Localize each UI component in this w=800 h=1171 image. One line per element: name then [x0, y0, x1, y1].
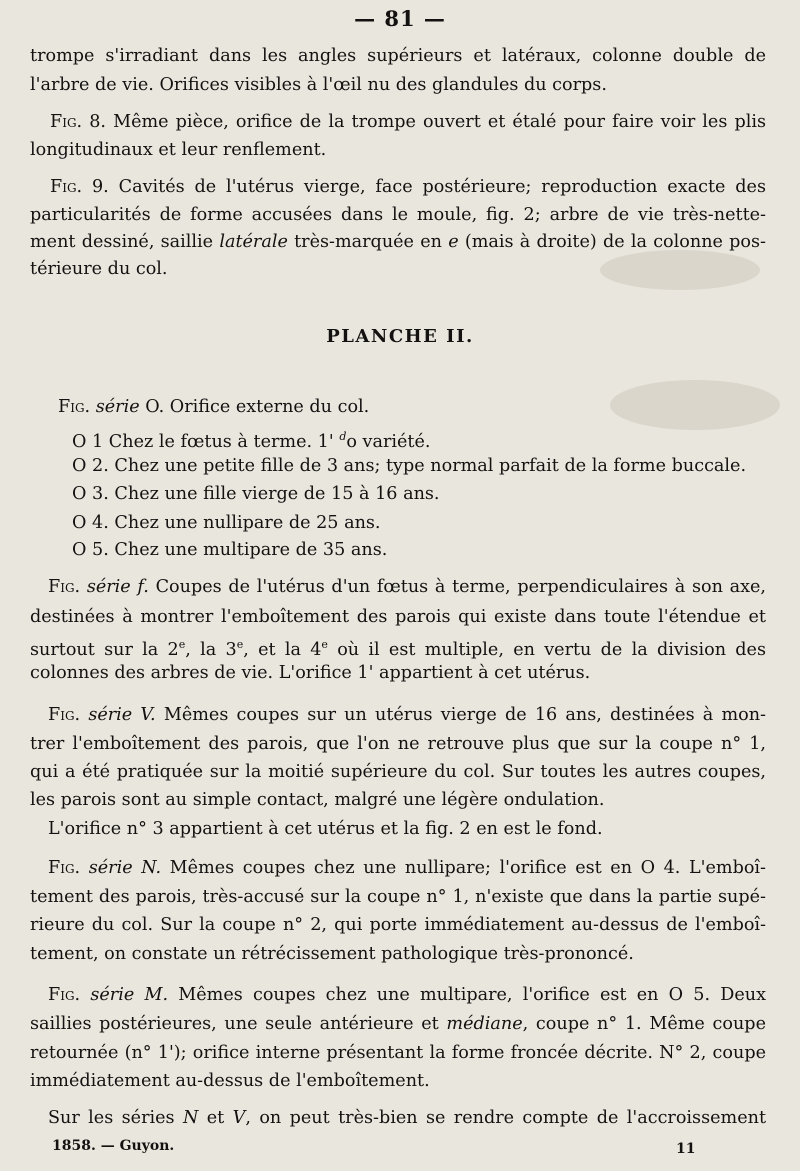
footer-signature: 1858. — Guyon. [52, 1138, 175, 1154]
fig8-text: 8. Même pièce, orifice de la trompe ouvert et étalé pour faire voir les plis [82, 112, 766, 132]
serie-word: série [86, 577, 131, 597]
superscript: d [339, 430, 347, 443]
serie-word: série [95, 397, 140, 417]
text-span: , et la 4 [243, 639, 322, 660]
text-line [30, 231, 766, 253]
text-line: tement, on constate un rétrécissement pathologique très-prononcé. [30, 944, 634, 964]
serie-word: série [88, 858, 133, 878]
superscript: e [236, 638, 244, 651]
text-line: qui a été pratiquée sur la moitié supérieure du col. Sur toutes les autres coupes, [30, 762, 766, 782]
text-span: , la 3 [185, 639, 237, 660]
superscript: e [321, 638, 328, 651]
serie-f-line [48, 576, 766, 598]
text-span: , on peut très-bien se rendre compte de l'accroissement [245, 1108, 767, 1128]
text-line: particularités de forme accusées dans le moule, fig. 2; arbre de vie très-nette- [30, 205, 766, 225]
fig-label: Fig. [50, 112, 83, 132]
text-span: surtout sur la 2 [30, 639, 179, 660]
fig-label: Fig. [48, 985, 81, 1005]
serie-m-text: Mêmes coupes chez une multipare, l'orifice est en O 5. Deux [168, 985, 767, 1005]
serie-letter: N. [141, 858, 162, 878]
text-span: (mais à droite) de la colonne pos- [458, 232, 767, 252]
serie-o-item: O 5. Chez une multipare de 35 ans. [72, 540, 388, 560]
text-line: longitudinaux et leur renflement. [30, 140, 327, 160]
section-heading: PLANCHE II. [326, 326, 474, 347]
serie-o-item: O 3. Chez une fille vierge de 15 à 16 ans. [72, 484, 440, 504]
text-line: térieure du col. [30, 259, 168, 279]
serie-o-text: O. Orifice externe du col. [139, 397, 370, 417]
text-span: où il est multiple, en vertu de la division des [327, 639, 766, 660]
fig-label: Fig. [48, 858, 81, 878]
serie-n-line [48, 857, 766, 879]
fig-label: Fig. [48, 705, 81, 725]
serie-letter: V. [140, 705, 156, 725]
item-text: o variété. [346, 431, 431, 452]
serie-letter: f. [137, 577, 149, 597]
serie-v-line [48, 704, 766, 726]
serie-o-item: O 4. Chez une nullipare de 25 ans. [72, 513, 381, 533]
fig9-text: 9. Cavités de l'utérus vierge, face postérieure; reproduction exacte des [82, 177, 766, 197]
text-line [30, 634, 766, 661]
text-line: trer l'emboîtement des parois, que l'on ne retrouve plus que sur la coupe n° 1, [30, 734, 766, 754]
serie-f-text: Coupes de l'utérus d'un fœtus à terme, perpendiculaires à son axe, [148, 577, 766, 597]
text-line [30, 1013, 766, 1035]
text-line: tement des parois, très-accusé sur la coupe n° 1, n'existe que dans la partie supé- [30, 887, 766, 907]
text-line: trompe s'irradiant dans les angles supérieurs et latéraux, colonne double de [30, 46, 766, 66]
text-line: retournée (n° 1'); orifice interne présentant la forme froncée décrite. N° 2, coupe [30, 1043, 766, 1063]
serie-m-line [48, 984, 766, 1006]
serie-o-heading [58, 396, 766, 418]
serie-v-text: Mêmes coupes sur un utérus vierge de 16 ans, destinées à mon- [155, 705, 767, 725]
last-line [48, 1107, 766, 1129]
serie-n-text: Mêmes coupes chez une nullipare; l'orifice est en O 4. L'emboî- [161, 858, 766, 878]
fig-label: Fig. [58, 397, 91, 417]
text-span: ment dessiné, saillie [30, 232, 220, 252]
fig-label: Fig. [48, 577, 81, 597]
italic-letter: e [448, 232, 459, 252]
text-span: , coupe n° 1. Même coupe [522, 1014, 766, 1034]
fig-label: Fig. [50, 177, 83, 197]
serie-letter: M. [144, 985, 169, 1005]
text-line: destinées à montrer l'emboîtement des parois qui existe dans toute l'étendue et [30, 607, 766, 627]
text-line: rieure du col. Sur la coupe n° 2, qui porte immédiatement au-dessus de l'emboî- [30, 915, 766, 935]
text-line: les parois sont au simple contact, malgré une légère ondulation. [30, 790, 605, 810]
item-text: O 1 Chez le fœtus à terme. 1' [72, 431, 340, 452]
text-line: colonnes des arbres de vie. L'orifice 1' appartient à cet utérus. [30, 663, 591, 683]
italic-letter: V [232, 1108, 246, 1128]
serie-word: série [88, 705, 133, 725]
serie-word: série [90, 985, 135, 1005]
text-line: l'arbre de vie. Orifices visibles à l'œil nu des glandules du corps. [30, 75, 607, 95]
italic-letter: N [182, 1108, 199, 1128]
text-span: très-marquée en [287, 232, 449, 252]
text-span: et [198, 1108, 233, 1128]
text-span: Sur les séries [48, 1108, 183, 1128]
signature-mark: 11 [676, 1141, 696, 1157]
text-line: immédiatement au-dessus de l'emboîtement. [30, 1071, 430, 1091]
italic-word: latérale [219, 232, 288, 252]
text-span: saillies postérieures, une seule antérieure et [30, 1014, 447, 1034]
text-line: L'orifice n° 3 appartient à cet utérus et la fig. 2 en est le fond. [48, 819, 603, 839]
serie-o-item [72, 426, 766, 453]
fig9-line [50, 176, 766, 198]
italic-word: médiane [446, 1014, 523, 1034]
fig8-line [50, 111, 766, 133]
superscript: e [178, 638, 186, 651]
page-number: — 81 — [354, 6, 446, 31]
serie-o-item: O 2. Chez une petite fille de 3 ans; type normal parfait de la forme buccale. [72, 456, 747, 476]
